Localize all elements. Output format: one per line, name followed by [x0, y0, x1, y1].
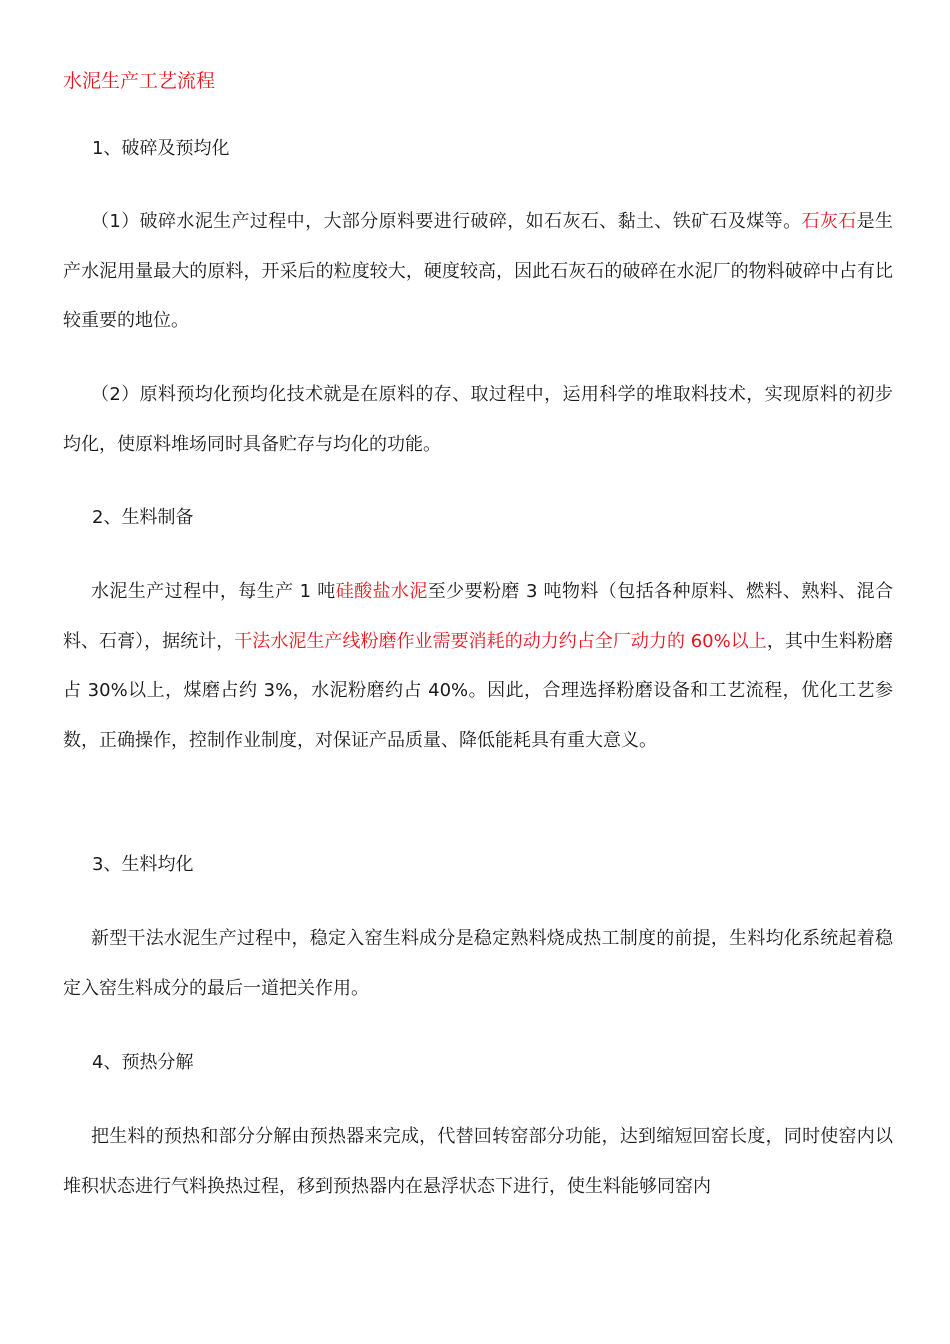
paragraph-text: 新型干法水泥生产过程中，稳定入窑生料成分是稳定熟料烧成热工制度的前提，生料均化系统起着稳定入窑生料成分的最后一道把关作用。: [63, 928, 893, 999]
paragraph-raw-meal-preparation: [63, 567, 893, 765]
section-heading-raw-meal-preparation: 2、生料制备: [92, 507, 194, 528]
highlight-limestone: 石灰石: [801, 211, 857, 232]
paragraph-text: 是生产水泥用量最大的原料，开采后的粒度较大，硬度较高，因此石灰石的破碎在水泥厂的物料破碎中占有比较重要的地位。: [63, 211, 894, 331]
paragraph-text: 把生料的预热和部分分解由预热器来完成，代替回转窑部分功能，达到缩短回窑长度，同时使窑内以堆积状态进行气料换热过程，移到预热器内在悬浮状态下进行，使生料能够同窑内: [63, 1126, 893, 1197]
paragraph-text: 水泥生产过程中，每生产 1 吨: [91, 581, 336, 602]
section-heading-preheating-decomposition: 4、预热分解: [92, 1052, 194, 1073]
section-heading-raw-meal-homogenization: 3、生料均化: [92, 854, 194, 875]
paragraph-crushing: [63, 197, 893, 346]
document-title: 水泥生产工艺流程: [63, 70, 216, 92]
paragraph-prehomogenization: [63, 370, 893, 469]
paragraph-text: ，其中生料粉磨占 30%以上，煤磨占约 3%，水泥粉磨约占 40%。因此，合理选择粉磨设备和工艺流程，优化工艺参数，正确操作，控制作业制度，对保证产品质量、降低能耗具有重大意义。: [63, 630, 893, 751]
paragraph-text: （2）原料预均化预均化技术就是在原料的存、取过程中，运用科学的堆取料技术，实现原料的初步均化，使原料堆场同时具备贮存与均化的功能。: [63, 384, 893, 455]
paragraph-preheating-decomposition: [63, 1112, 893, 1211]
highlight-grinding-power: 干法水泥生产线粉磨作业需要消耗的动力约占全厂动力的 60%以上: [234, 630, 767, 652]
section-heading-crushing: 1、破碎及预均化: [92, 138, 230, 159]
paragraph-text: 至少要粉磨 3 吨物料（包括各种原料、燃料、熟料、混合料、石膏），据统计，: [63, 581, 893, 652]
paragraph-raw-meal-homogenization: [63, 914, 893, 1013]
paragraph-text: （1）破碎水泥生产过程中，大部分原料要进行破碎，如石灰石、黏土、铁矿石及煤等。: [91, 211, 802, 232]
highlight-portland-cement: 硅酸盐水泥: [335, 581, 428, 602]
